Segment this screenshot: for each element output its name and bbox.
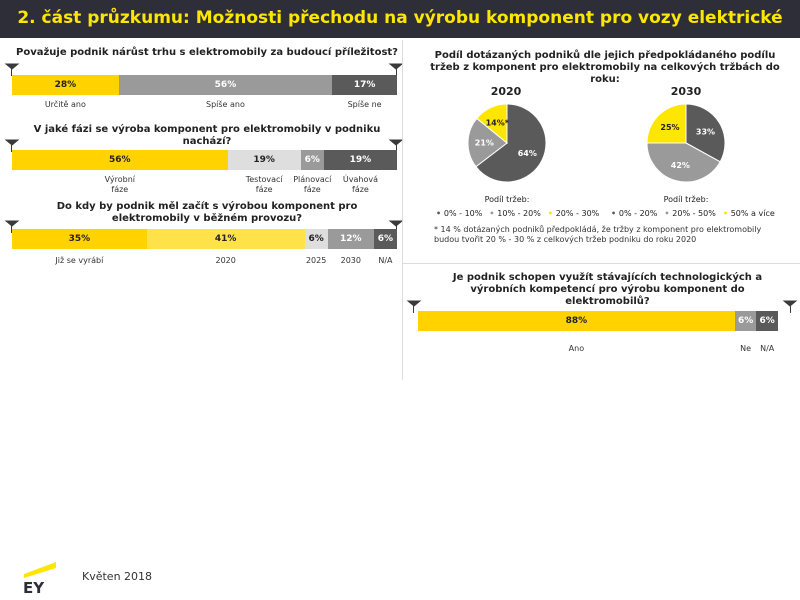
vertical-divider: [402, 40, 403, 380]
q2-category-3: Úvahová fáze: [342, 175, 378, 194]
pie-section-title: Podíl dotázaných podniků dle jejich předpokládaného podílu tržeb z komponent pro elektromobily na celkových tržbách do roku:: [430, 50, 780, 85]
q2-category-0: Výrobní fáze: [104, 175, 135, 194]
q3-segment-4: 6%: [374, 229, 397, 249]
q2-title: V jaké fázi se výroba komponent pro elektromobily v podniku nachází?: [33, 124, 381, 147]
pie2020-legend-item-2: 20% - 30%: [555, 209, 600, 218]
pie-2030: [645, 102, 727, 184]
ey-logo: [22, 560, 62, 594]
q1-segment-1: 56%: [119, 75, 332, 95]
pie2030-slice-label-1: 42%: [670, 160, 690, 170]
q3-bar: [12, 229, 397, 249]
pie2030-legend-dot-1: •: [664, 209, 673, 218]
q5-bar: [418, 311, 778, 331]
q3-category-4: N/A: [378, 256, 393, 265]
q3-category-3: 2030: [340, 256, 361, 265]
pie2030-legend-item-2: 50% a více: [730, 209, 775, 218]
q3-category-1: 2020: [215, 256, 236, 265]
q3-title: Do kdy by podnik měl začít s výrobou komponent pro elektromobily v běžném provozu?: [56, 201, 358, 224]
q5-segment-1: 6%: [735, 311, 757, 331]
q2-category-1: Testovací fáze: [245, 175, 283, 194]
pie2030-legend-dot-0: •: [611, 209, 619, 218]
pie2020-slice-label-0: 64%: [517, 149, 537, 159]
q3-segment-1: 41%: [147, 229, 305, 249]
pie2030-slice-label-2: 25%: [660, 123, 680, 133]
pie-2020: [466, 102, 548, 184]
pie2030-year: 2030: [670, 85, 702, 98]
q1-category-1: Spíše ano: [206, 100, 245, 109]
q2-segment-3: 19%: [324, 150, 397, 170]
page-title: 2. část průzkumu: Možnosti přechodu na výrobu komponent pro vozy elektrické: [17, 8, 783, 28]
q2-segment-2: 6%: [301, 150, 324, 170]
q1-segment-0: 28%: [12, 75, 119, 95]
ey-logo-text: EY: [23, 579, 45, 594]
pie2030-slice-label-0: 33%: [695, 127, 716, 137]
pie2030-legend-title: Podíl tržeb:: [663, 195, 709, 204]
q5-segment-2: 6%: [756, 311, 778, 331]
q3-category-2: 2025: [305, 256, 327, 265]
horizontal-divider: [402, 263, 800, 264]
pie2020-legend-title: Podíl tržeb:: [484, 195, 530, 204]
q1-marker: [4, 62, 404, 76]
pie2030-legend-item-0: 0% - 20%: [618, 209, 658, 218]
pie2020-legend: [436, 209, 606, 218]
q3-segment-0: 35%: [12, 229, 147, 249]
q3-segment-2: 6%: [305, 229, 328, 249]
q2-bar: [12, 150, 397, 170]
footnote: * 14 % dotázaných podniků předpokládá, že tržby z komponent pro elektromobily budou tvořit 20 % - 30 % z celkových tržeb podniku do roku 2020: [434, 225, 762, 244]
ey-logo-beam: [24, 562, 56, 578]
q3-segment-3: 12%: [328, 229, 374, 249]
q1-segment-2: 17%: [332, 75, 397, 95]
q2-segment-1: 19%: [228, 150, 301, 170]
pie2020-legend-item-0: 0% - 10%: [443, 209, 483, 218]
q1-category-0: Určitě ano: [44, 100, 86, 109]
pie2020-legend-dot-1: •: [489, 209, 498, 218]
q5-title: Je podnik schopen využít stávajících technologických a výrobních kompetencí pro výrobu komponent do elektromobilů?: [452, 272, 763, 307]
q5-category-1: Ne: [740, 344, 752, 353]
pie2030-legend-item-1: 20% - 50%: [672, 209, 716, 218]
q5-category-0: Ano: [568, 344, 585, 353]
pie2020-legend-dot-2: •: [547, 209, 556, 218]
pie2030-legend: [611, 209, 782, 218]
pie2020-legend-dot-0: •: [436, 209, 444, 218]
q2-segment-0: 56%: [12, 150, 228, 170]
q3-category-0: Již se vyrábí: [55, 256, 104, 265]
q5-segment-0: 88%: [418, 311, 735, 331]
pie2020-slice-label-2: 14%*: [485, 118, 509, 128]
q1-category-2: Spíše ne: [347, 100, 382, 109]
q2-category-2: Plánovací fáze: [293, 175, 332, 194]
pie2020-legend-item-1: 10% - 20%: [497, 209, 541, 218]
q5-category-2: N/A: [760, 344, 775, 353]
header-bar: [0, 0, 800, 38]
footer-date: Květen 2018: [82, 570, 153, 583]
q1-bar: [12, 75, 397, 95]
pie2020-year: 2020: [490, 85, 522, 98]
q1-title: Považuje podnik nárůst trhu s elektromobily za budoucí příležitost?: [16, 47, 398, 58]
q5-marker-right: [784, 301, 796, 313]
pie2020-slice-label-1: 21%: [474, 138, 494, 148]
pie2030-legend-dot-2: •: [722, 209, 731, 218]
